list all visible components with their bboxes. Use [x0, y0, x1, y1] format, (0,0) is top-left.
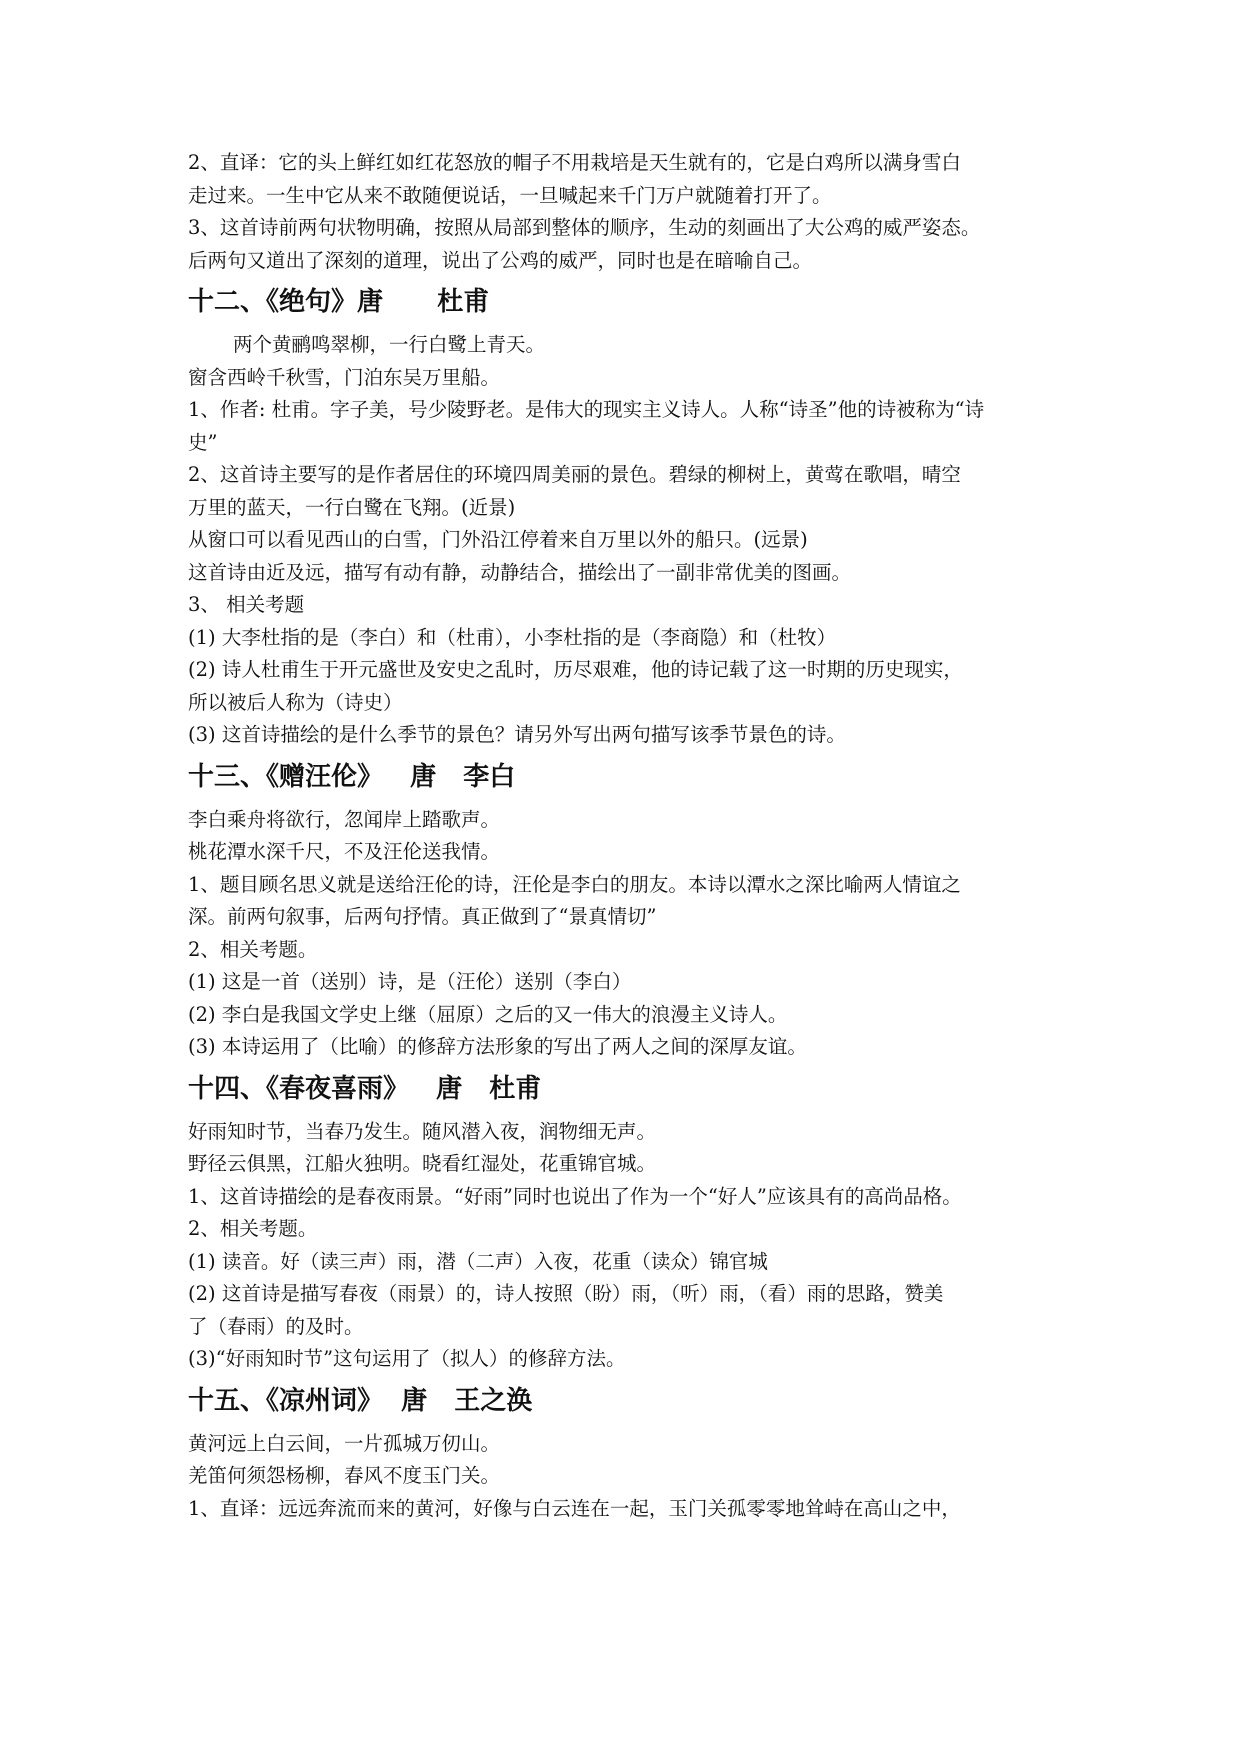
poem-line: 黄河远上白云间，一片孤城万仞山。 — [188, 1431, 501, 1455]
section-liangzhou-ci — [188, 1385, 1068, 1526]
text-line: 3、 相关考题 — [188, 593, 305, 616]
section-heading: 十五、《凉州词》 唐 王之涣 — [188, 1385, 533, 1416]
text-line: 2、相关考题。 — [188, 1217, 318, 1240]
text-line: 史” — [188, 430, 218, 454]
text-line: (2) 这首诗是描写春夜（雨景）的，诗人按照（盼）雨，（听）雨，（看）雨的思路，赞美 — [188, 1282, 944, 1305]
text-line: 所以被后人称为（诗史） — [188, 690, 403, 714]
text-line: 了（春雨）的及时。 — [188, 1314, 364, 1338]
text-line: (3) 这首诗描绘的是什么季节的景色？请另外写出两句描写该季节景色的诗。 — [188, 723, 846, 746]
poem-line: 桃花潭水深千尺，不及汪伦送我情。 — [188, 840, 501, 863]
section-heading: 十四、《春夜喜雨》 唐 杜甫 — [188, 1073, 542, 1104]
section-chunye-xiyu — [188, 1073, 1068, 1376]
section-jueju — [188, 289, 1068, 752]
text-line: 2、这首诗主要写的是作者居住的环境四周美丽的景色。碧绿的柳树上，黄莺在歌唱，晴空 — [188, 463, 961, 486]
text-line: 2、直译：它的头上鲜红如红花怒放的帽子不用栽培是天生就有的，它是白鸡所以满身雪白 — [188, 151, 961, 174]
document-page — [188, 147, 1068, 1525]
text-line: (3) 本诗运用了（比喻）的修辞方法形象的写出了两人之间的深厚友谊。 — [188, 1035, 807, 1058]
text-line: 1、直译：远远奔流而来的黄河，好像与白云连在一起，玉门关孤零零地耸峙在高山之中， — [188, 1496, 961, 1520]
text-line: 这首诗由近及远，描写有动有静，动静结合，描绘出了一副非常优美的图画。 — [188, 560, 852, 584]
poem-line: 两个黄鹂鸣翠柳，一行白鹭上青天。 — [233, 333, 546, 356]
text-line: 从窗口可以看见西山的白雪，门外沿江停着来自万里以外的船只。(远景) — [188, 528, 808, 551]
text-line: 2、相关考题。 — [188, 937, 318, 961]
section-heading: 十三、《赠汪伦》 唐 李白 — [188, 761, 516, 792]
poem-line: 李白乘舟将欲行，忽闻岸上踏歌声。 — [188, 807, 501, 831]
text-line: 万里的蓝天，一行白鹭在飞翔。(近景) — [188, 495, 516, 519]
text-line: (3)“好雨知时节”这句运用了（拟人）的修辞方法。 — [188, 1347, 626, 1370]
section-intro — [188, 147, 1068, 277]
poem-line: 羌笛何须怨杨柳，春风不度玉门关。 — [188, 1464, 501, 1487]
text-line: (2) 诗人杜甫生于开元盛世及安史之乱时，历尽艰难，他的诗记载了这一时期的历史现实， — [188, 658, 963, 681]
poem-line: 野径云俱黑，江船火独明。晓看红湿处，花重锦官城。 — [188, 1152, 657, 1175]
poem-line: 好雨知时节，当春乃发生。随风潜入夜，润物细无声。 — [188, 1119, 657, 1143]
text-line: (1) 大李杜指的是（李白）和（杜甫），小李杜指的是（李商隐）和（杜牧） — [188, 625, 837, 649]
text-line: (1) 这是一首（送别）诗，是（汪伦）送别（李白） — [188, 970, 632, 993]
text-line: (1) 读音。好（读三声）雨，潜（二声）入夜，花重（读众）锦官城 — [188, 1249, 768, 1273]
text-line: 1、这首诗描绘的是春夜雨景。“好雨”同时也说出了作为一个“好人”应该具有的高尚品格。 — [188, 1184, 962, 1208]
text-line: 深。前两句叙事，后两句抒情。真正做到了“景真情切” — [188, 905, 657, 928]
text-line: 1、题目顾名思义就是送给汪伦的诗，汪伦是李白的朋友。本诗以潭水之深比喻两人情谊之 — [188, 872, 961, 896]
text-line: 走过来。一生中它从来不敢随便说话，一旦喊起来千门万户就随着打开了。 — [188, 183, 832, 207]
text-line: (2) 李白是我国文学史上继（屈原）之后的又一伟大的浪漫主义诗人。 — [188, 1002, 788, 1026]
poem-line: 窗含西岭千秋雪，门泊东吴万里船。 — [188, 365, 501, 389]
section-heading: 十二、《绝句》唐 杜甫 — [188, 287, 490, 317]
text-line: 3、这首诗前两句状物明确，按照从局部到整体的顺序，生动的刻画出了大公鸡的威严姿态。 — [188, 216, 981, 239]
text-line: 1、作者: 杜甫。字子美，号少陵野老。是伟大的现实主义诗人。人称“诗圣”他的诗被称为“诗 — [188, 398, 985, 421]
text-line: 后两句又道出了深刻的道理，说出了公鸡的威严，同时也是在暗喻自己。 — [188, 248, 813, 272]
section-zeng-wanglun — [188, 761, 1068, 1064]
